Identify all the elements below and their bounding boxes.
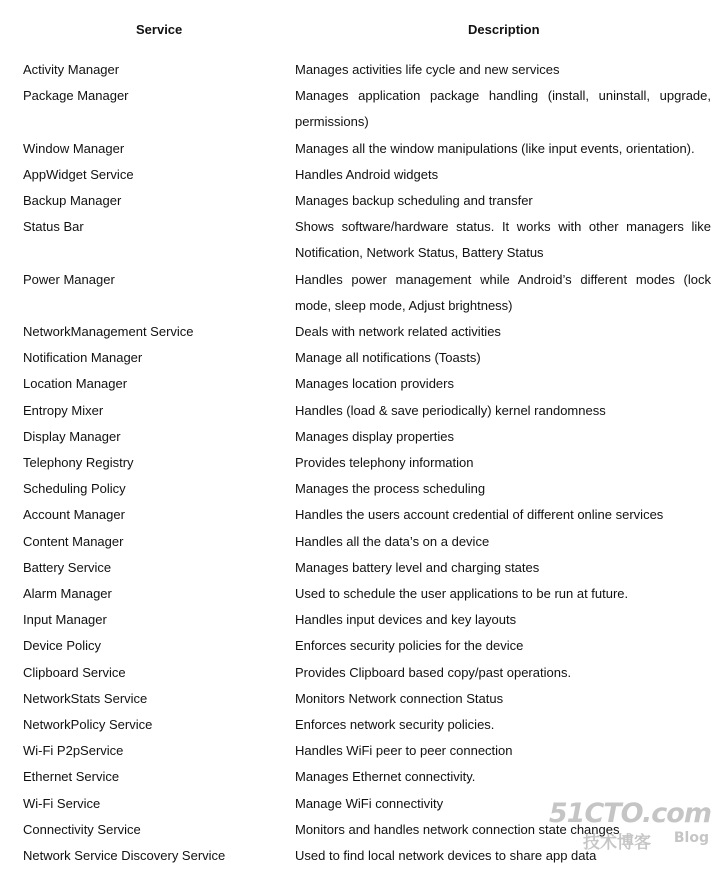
table-row — [0, 319, 727, 345]
service-description-cell: Used to schedule the user applications to be run at future. — [295, 586, 629, 602]
service-description-cell: Provides telephony information — [295, 455, 474, 471]
service-name-cell: Package Manager — [23, 88, 129, 104]
service-description-cell: Handles (load & save periodically) kernel randomness — [295, 402, 606, 418]
service-name-cell: Clipboard Service — [23, 664, 126, 680]
service-description-cell: Manages the process scheduling — [295, 481, 486, 497]
service-name-cell: Location Manager — [23, 376, 128, 392]
service-name-cell: Scheduling Policy — [23, 481, 126, 497]
service-description-cell: Manages Ethernet connectivity. — [295, 769, 476, 785]
service-name-cell: Display Manager — [23, 428, 121, 444]
table-row — [0, 555, 727, 581]
service-description-cell: Manage all notifications (Toasts) — [295, 350, 481, 366]
description-column-header: Description — [468, 22, 540, 37]
service-name-cell: Status Bar — [23, 219, 84, 235]
service-column-header: Service — [136, 22, 183, 37]
service-name-cell: NetworkPolicy Service — [23, 717, 153, 733]
table-row — [0, 529, 727, 555]
table-row — [0, 502, 727, 528]
service-description-cell: Manages application package handling (install, uninstall, upgrade, permissions) — [295, 88, 711, 130]
service-name-cell: Power Manager — [23, 271, 115, 287]
table-row — [0, 162, 727, 188]
service-name-cell: Activity Manager — [23, 62, 120, 77]
service-description-cell: Used to find local network devices to share app data — [295, 848, 597, 864]
service-description-cell: Handles input devices and key layouts — [295, 612, 517, 628]
service-description-cell: Enforces security policies for the device — [295, 638, 524, 654]
service-name-cell: Telephony Registry — [23, 455, 134, 471]
service-description-cell: Monitors Network connection Status — [295, 690, 504, 706]
table-row — [0, 83, 727, 135]
service-name-cell: Network Service Discovery Service — [23, 848, 226, 864]
service-description-cell: Handles WiFi peer to peer connection — [295, 743, 513, 759]
table-row — [0, 424, 727, 450]
service-name-cell: Alarm Manager — [23, 586, 112, 602]
service-name-cell: Wi-Fi P2pService — [23, 743, 124, 759]
table-row — [0, 817, 727, 843]
table-row — [0, 581, 727, 607]
service-name-cell: Battery Service — [23, 559, 112, 575]
table-row — [0, 791, 727, 817]
table-row — [0, 843, 727, 869]
service-description-cell: Enforces network security policies. — [295, 717, 495, 733]
table-row — [0, 345, 727, 371]
service-description-cell: Handles power management while Android’s different modes (lock mode, sleep mode, Adjust brightness) — [295, 271, 711, 313]
watermark-blog-label: Blog — [673, 830, 709, 846]
service-name-cell: Backup Manager — [23, 193, 122, 209]
service-description-cell: Deals with network related activities — [295, 324, 501, 340]
watermark-logo-text: 51CTO.com — [548, 798, 711, 829]
service-name-cell: Entropy Mixer — [23, 402, 104, 418]
service-description-cell: Manages backup scheduling and transfer — [295, 193, 533, 209]
service-description-cell: Handles all the data’s on a device — [295, 533, 490, 549]
service-name-cell: Ethernet Service — [23, 769, 120, 785]
service-name-cell: Window Manager — [23, 140, 125, 156]
service-description-cell: Monitors and handles network connection state changes — [295, 821, 620, 837]
service-description-cell: Shows software/hardware status. It works with other managers like Notification, Network Status, Battery Status — [295, 219, 711, 261]
table-row — [0, 607, 727, 633]
service-description-cell: Provides Clipboard based copy/past operations. — [295, 664, 572, 680]
table-row — [0, 712, 727, 738]
table-row — [0, 738, 727, 764]
service-description-cell: Manages display properties — [295, 428, 454, 444]
service-name-cell: Wi-Fi Service — [23, 795, 101, 811]
table-row — [0, 136, 727, 162]
service-description-cell: Manage WiFi connectivity — [295, 795, 444, 811]
service-description-cell: Handles the users account credential of different online services — [295, 507, 664, 523]
watermark-subtitle: 技术博客 — [583, 833, 651, 853]
table-row — [0, 398, 727, 424]
table-row — [0, 476, 727, 502]
service-description-cell: Handles Android widgets — [295, 166, 439, 182]
table-row — [0, 267, 727, 319]
service-name-cell: Input Manager — [23, 612, 107, 628]
services-table — [0, 57, 727, 869]
table-row — [0, 188, 727, 214]
table-row — [0, 764, 727, 790]
table-row — [0, 57, 727, 83]
service-name-cell: NetworkStats Service — [23, 690, 148, 706]
service-description-cell: Manages battery level and charging states — [295, 559, 540, 575]
service-name-cell: AppWidget Service — [23, 166, 134, 182]
service-description-cell: Manages activities life cycle and new services — [295, 62, 560, 77]
table-row — [0, 660, 727, 686]
service-name-cell: Device Policy — [23, 638, 102, 654]
service-name-cell: Notification Manager — [23, 350, 143, 366]
service-description-cell: Manages location providers — [295, 376, 454, 392]
table-row — [0, 214, 727, 266]
service-description-cell: Manages all the window manipulations (like input events, orientation). — [295, 140, 695, 156]
service-name-cell: Account Manager — [23, 507, 125, 523]
table-row — [0, 371, 727, 397]
table-row — [0, 633, 727, 659]
service-name-cell: NetworkManagement Service — [23, 324, 194, 340]
service-name-cell: Content Manager — [23, 533, 124, 549]
table-header — [0, 22, 727, 40]
service-name-cell: Connectivity Service — [23, 821, 141, 837]
table-row — [0, 450, 727, 476]
table-row — [0, 686, 727, 712]
